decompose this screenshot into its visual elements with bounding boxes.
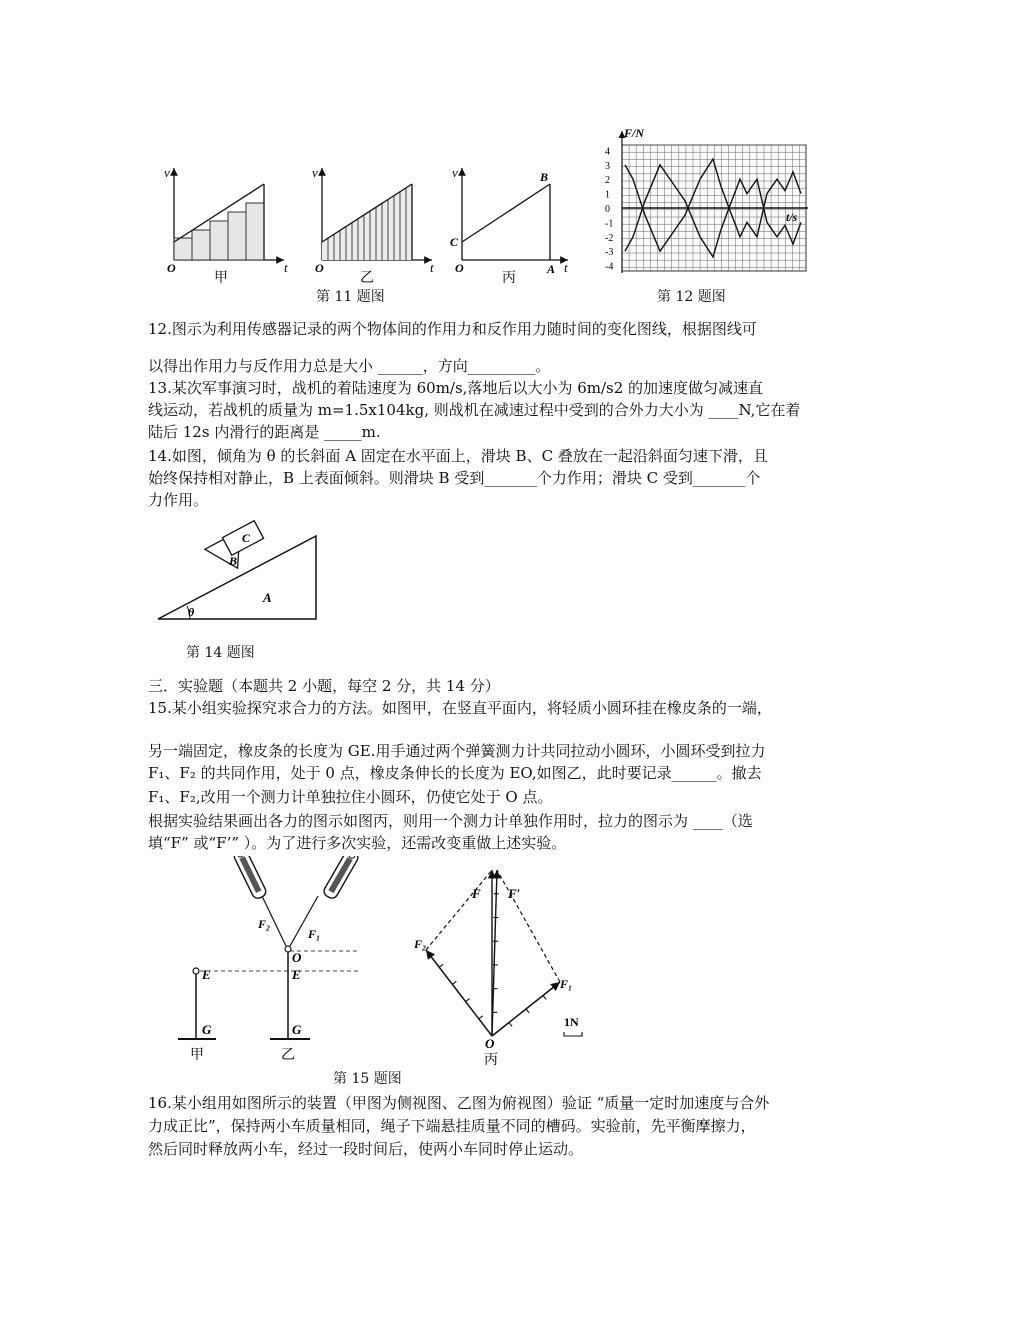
figure-12 <box>598 125 818 285</box>
spring-scale-right <box>322 856 360 900</box>
scale-tick <box>509 1023 512 1027</box>
fig14-a-label: A <box>263 590 272 605</box>
fig11-b-label: B <box>540 170 549 184</box>
scale-tick <box>526 1009 529 1013</box>
fig15-bing <box>413 870 582 1068</box>
fig11-sub-yi: 乙 <box>360 271 374 286</box>
q15-line-4: F₁、F₂,改用一个测力计单独拉住小圆环，仍使它处于 O 点。 <box>148 788 553 806</box>
q15-line-6: 填“F” 或“F’” ）。为了进行多次实验，还需改变重做上述实验。 <box>148 834 567 852</box>
figure-11 <box>150 120 590 310</box>
q14-line-1: 14.如图，倾角为 θ 的长斜面 A 固定在水平面上，滑块 B、C 叠放在一起沿斜面匀速下滑，且 <box>148 447 768 465</box>
q12-line-1: 12.图示为利用传感器记录的两个物体间的作用力和反作用力随时间的变化图线，根据图线可 <box>148 320 757 338</box>
scale-tick <box>452 981 456 984</box>
q16-line-2: 力成正比”，保持两小车质量相同，绳子下端悬挂质量不同的槽码。实验前，先平衡摩擦力， <box>148 1117 756 1135</box>
fig15-unit-label: 1N <box>564 1015 579 1029</box>
q14-line-3: 力作用。 <box>148 491 209 509</box>
fig11-c-label: C <box>450 235 459 249</box>
fig15-jia <box>178 967 216 1063</box>
fig15-f1-label: F₁ <box>308 927 321 941</box>
fig15-o-label-2: O <box>485 1036 495 1051</box>
fig12-tick-label: -2 <box>605 232 614 244</box>
scale-tick <box>479 1016 483 1019</box>
figure-14 <box>150 520 330 630</box>
fig12-tick-label: -1 <box>605 218 614 230</box>
fig15-fp-label: F′ <box>508 886 521 901</box>
fig11-caption: 第 11 题图 <box>316 289 385 305</box>
fig12-tick-label: 0 <box>605 204 610 215</box>
q16-line-1: 16.某小组用如图所示的装置（甲图为侧视图、乙图为俯视图）验证 “质量一定时加速度与合外 <box>148 1094 770 1112</box>
fig12-tick-label: 1 <box>605 189 610 201</box>
q13-line-3: 陆后 12s 内滑行的距离是 _____m. <box>148 423 381 441</box>
fig12-tick-label: -4 <box>605 261 614 273</box>
fig15-g-label-2: G <box>292 1022 302 1037</box>
q13-line-2: 线运动，若战机的质量为 m=1.5x104kg, 则战机在减速过程中受到的合外力大小为 ____N,它在着 <box>148 401 801 419</box>
fig14-theta-label: θ <box>188 605 195 619</box>
fig11-v-label-3: v <box>452 165 458 180</box>
fig11-sub-bing: 丙 <box>502 271 516 286</box>
fig11-o-label-2: O <box>315 261 324 275</box>
fig11-v-label-2: v <box>312 165 318 180</box>
fig11-o-label-3: O <box>455 261 464 275</box>
q15-line-3: F₁、F₂ 的共同作用，处于 0 点，橡皮条伸长的长度为 EO,如图乙，此时要记录______。撤去 <box>148 764 762 782</box>
q16-line-3: 然后同时释放两小车，经过一段时间后，使两小车同时停止运动。 <box>148 1140 584 1158</box>
fig12-caption: 第 12 题图 <box>657 289 726 305</box>
fig11-sub-jia: 甲 <box>214 271 228 286</box>
fig11-t-label-1: t <box>284 260 288 275</box>
fig12-y-label: F/N <box>624 126 645 140</box>
fig14-b-label: B <box>229 554 238 568</box>
q13-line-1: 13.某次军事演习时，战机的着陆速度为 60m/s,落地后以大小为 6m/s2 的加速度做匀减速直 <box>148 379 764 397</box>
fig12-tick-label: -3 <box>605 247 614 259</box>
fig15-o-label-1: O <box>292 950 302 965</box>
fig15-f-label: F <box>472 886 481 901</box>
fig15-caption: 第 15 题图 <box>333 1071 402 1087</box>
graph-bing <box>450 165 568 286</box>
fig12-x-label: t/s <box>786 210 798 224</box>
q15-line-5: 根据实验结果画出各力的图示如图丙，则用一个测力计单独作用时，拉力的图示为 ____（选 <box>148 812 753 830</box>
scale-tick <box>466 999 470 1002</box>
scale-tick <box>439 964 443 967</box>
q12-line-2: 以得出作用力与反作用力总是大小 ______，方向_________。 <box>148 357 551 375</box>
scale-tick <box>543 996 546 1000</box>
fig14-caption: 第 14 题图 <box>186 645 255 661</box>
fig12-tick-label: 2 <box>605 175 610 187</box>
fig11-v-label-1: v <box>164 165 170 180</box>
figure-15 <box>150 856 600 1070</box>
fig12-tick-label: 3 <box>605 160 610 172</box>
fig15-sub-bing: 丙 <box>484 1053 498 1068</box>
fig15-g-label-1: G <box>202 1022 212 1037</box>
fig15-e-label-1: E <box>202 967 211 982</box>
fig12-tick-label: 4 <box>605 146 610 158</box>
fig15-yi <box>232 856 360 1063</box>
fig15-sub-jia: 甲 <box>190 1048 204 1063</box>
spring-scale-left <box>232 856 267 900</box>
section-3-heading: 三．实验题（本题共 2 小题，每空 2 分，共 14 分） <box>148 677 500 695</box>
fig11-o-label-1: O <box>167 261 176 275</box>
graph-jia <box>164 165 288 286</box>
fig11-t-label-2: t <box>430 260 434 275</box>
fig15-e-label-2: E <box>292 967 301 982</box>
graph-yi <box>312 165 434 286</box>
fig11-a-label: A <box>547 262 556 276</box>
q15-line-2: 另一端固定，橡皮条的长度为 GE.用手通过两个弹簧测力计共同拉动小圆环，小圆环受到拉力 <box>148 742 766 760</box>
fig14-c-label: C <box>242 531 251 545</box>
fig15-sub-yi: 乙 <box>281 1048 295 1063</box>
fig15-f2-label: F₂ <box>258 917 271 931</box>
fig11-t-label-3: t <box>564 260 568 275</box>
q14-line-2: 始终保持相对静止，B 上表面倾斜。则滑块 B 受到_______个力作用；滑块 C 受到_______个 <box>148 469 761 487</box>
fig15-f1-label-bing: F₁ <box>560 977 573 991</box>
q15-line-1: 15.某小组实验探究求合力的方法。如图甲，在竖直平面内，将轻质小圆环挂在橡皮条的一端， <box>148 699 772 717</box>
fig15-f2-label-bing: F₂ <box>414 937 427 951</box>
